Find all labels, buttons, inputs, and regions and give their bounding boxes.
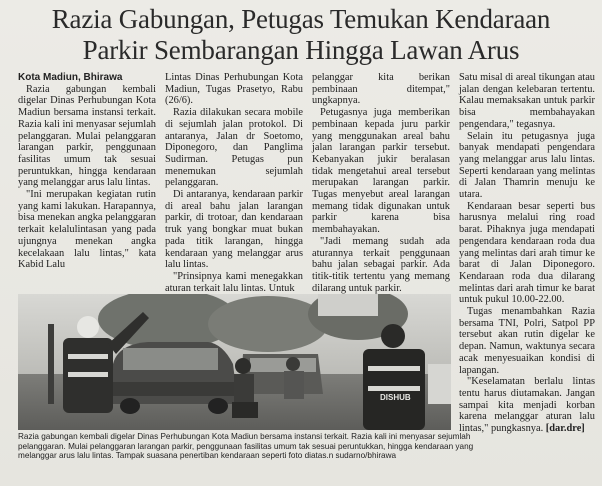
paragraph: Razia dilakukan secara mobile di sejumlah jalan protokol. Di antaranya, Jalan dr Soetomo, Diponegoro, dan Panglima Sudirman. Petugas pun menemukan sejumlah pelanggaran. bbox=[165, 107, 303, 189]
paragraph: Satu misal di areal tikungan atau jalan dengan kelebaran tertentu. Kalau memaksakan untuk parkir bisa membahayakan pengendara," tegasnya. bbox=[459, 72, 595, 130]
paragraph: "Ini merupakan kegiatan rutin yang kami lakukan. Harapannya, bisa menekan angka pelanggaran terkait kelalulintasan yang pada ujungnya menekan angka kecelakaan lalu lintas," kata Kabid Lalu bbox=[18, 189, 156, 271]
article-column-3 bbox=[312, 72, 450, 294]
dateline: Kota Madiun, Bhirawa bbox=[18, 72, 123, 83]
article-column-1 bbox=[18, 72, 156, 271]
article-column-2 bbox=[165, 72, 303, 294]
paragraph: Kendaraan besar seperti bus harusnya melalui ring road barat. Pihaknya juga mendapati pengendara kendaraan roda dua yang melintas dari arah timur ke barat di Jalan Diponegoro. Kendaraan roda dua dilarang melintas dari arah timur ke barat untuk pukul 10.00-22.00. bbox=[459, 200, 595, 306]
paragraph: Di antaranya, kendaraan parkir di areal bahu jalan larangan parkir, di trotoar, dan kendaraan truk yang bongkar muat bukan pada titik larangan, hingga kendaraan yang melanggar arus lalu lintas. bbox=[165, 189, 303, 271]
author-signature: [dar.dre] bbox=[545, 423, 585, 435]
headline-line-1: Razia Gabungan, Petugas Temukan Kendaraan bbox=[51, 4, 551, 34]
caption-line-1: Razia gabungan kembali digelar Dinas Perhubungan Kota Madiun bersama instansi terkait. Razia kali ini menyasar sejumlah bbox=[18, 432, 471, 441]
paragraph: "Jadi memang sudah ada aturannya terkait penggunaan bahu jalan sebagai parkir. Ada titik-titik tertentu yang memang dilarang untuk parkir. bbox=[312, 235, 450, 294]
caption-line-2: pelanggaran. Mulai pelanggaran larangan parkir, penggunaan fasilitas umum tak sesuai peruntukkan, hingga kendaraan yang bbox=[18, 441, 474, 451]
paragraph: Selain itu petugasnya juga banyak mendapati pengendara yang melanggar arus lalu lintas. Seperti kendaraan yang melintas di Jalan Thamrin menuju ke utara. bbox=[459, 130, 595, 201]
caption-line-3: melanggar arus lalu lintas. Tampak suasana penertiban kendaraan seperti foto diatas.n sudarno/bhirawa bbox=[18, 451, 397, 461]
article-headline bbox=[0, 4, 602, 66]
paragraph: "Prinsipnya kami menegakkan aturan terkait lalu lintas. Untuk bbox=[165, 270, 303, 294]
paragraph: Lintas Dinas Perhubungan Kota Madiun, Tugas Prasetyo, Rabu (26/6). bbox=[165, 72, 303, 107]
photo-caption bbox=[18, 432, 474, 461]
paragraph: Petugasnya juga memberikan pembinaan kepada juru parkir yang menggunakan areal bahu jalan larangan parkir tersebut. Kebanyakan jukir beralasan tidak mengetahui areal tersebut merupakan larangan parkir. Tugas menyebut areal larangan memang tidak digunakan untuk parkir karena bisa membahayakan. bbox=[312, 107, 450, 236]
paragraph: Tugas menambahkan Razia bersama TNI, Polri, Satpol PP tersebut akan rutin digelar ke depan. Namun, waktunya secara acak menyesuaikan kondisi di lapangan. bbox=[459, 306, 595, 376]
paragraph bbox=[459, 376, 595, 435]
closing-quote: "Keselamatan berlalu lintas tentu harus diutamakan. Jangan sampai kita menjadi korban karena melanggar aturan lalu lintas," pungkasnya. bbox=[459, 376, 595, 435]
article-column-4 bbox=[459, 72, 595, 435]
vest-label: DISHUB bbox=[380, 393, 411, 402]
paragraph: Razia gabungan kembali digelar Dinas Perhubungan Kota Madiun bersama instansi terkait. Razia kali ini menyasar sejumlah pelanggaran. Mulai pelanggaran larangan parkir, penggunaan fasilitas umum tak sesuai peruntukkan, hingga kendaraan yang melanggar arus lalu lintas. bbox=[18, 83, 156, 189]
headline-line-2: Parkir Sembarangan Hingga Lawan Arus bbox=[82, 35, 520, 65]
paragraph: pelanggar kita berikan pembinaan ditempat," ungkapnya. bbox=[312, 72, 450, 107]
traffic-raid-photo bbox=[18, 294, 451, 430]
news-photo bbox=[18, 294, 451, 430]
